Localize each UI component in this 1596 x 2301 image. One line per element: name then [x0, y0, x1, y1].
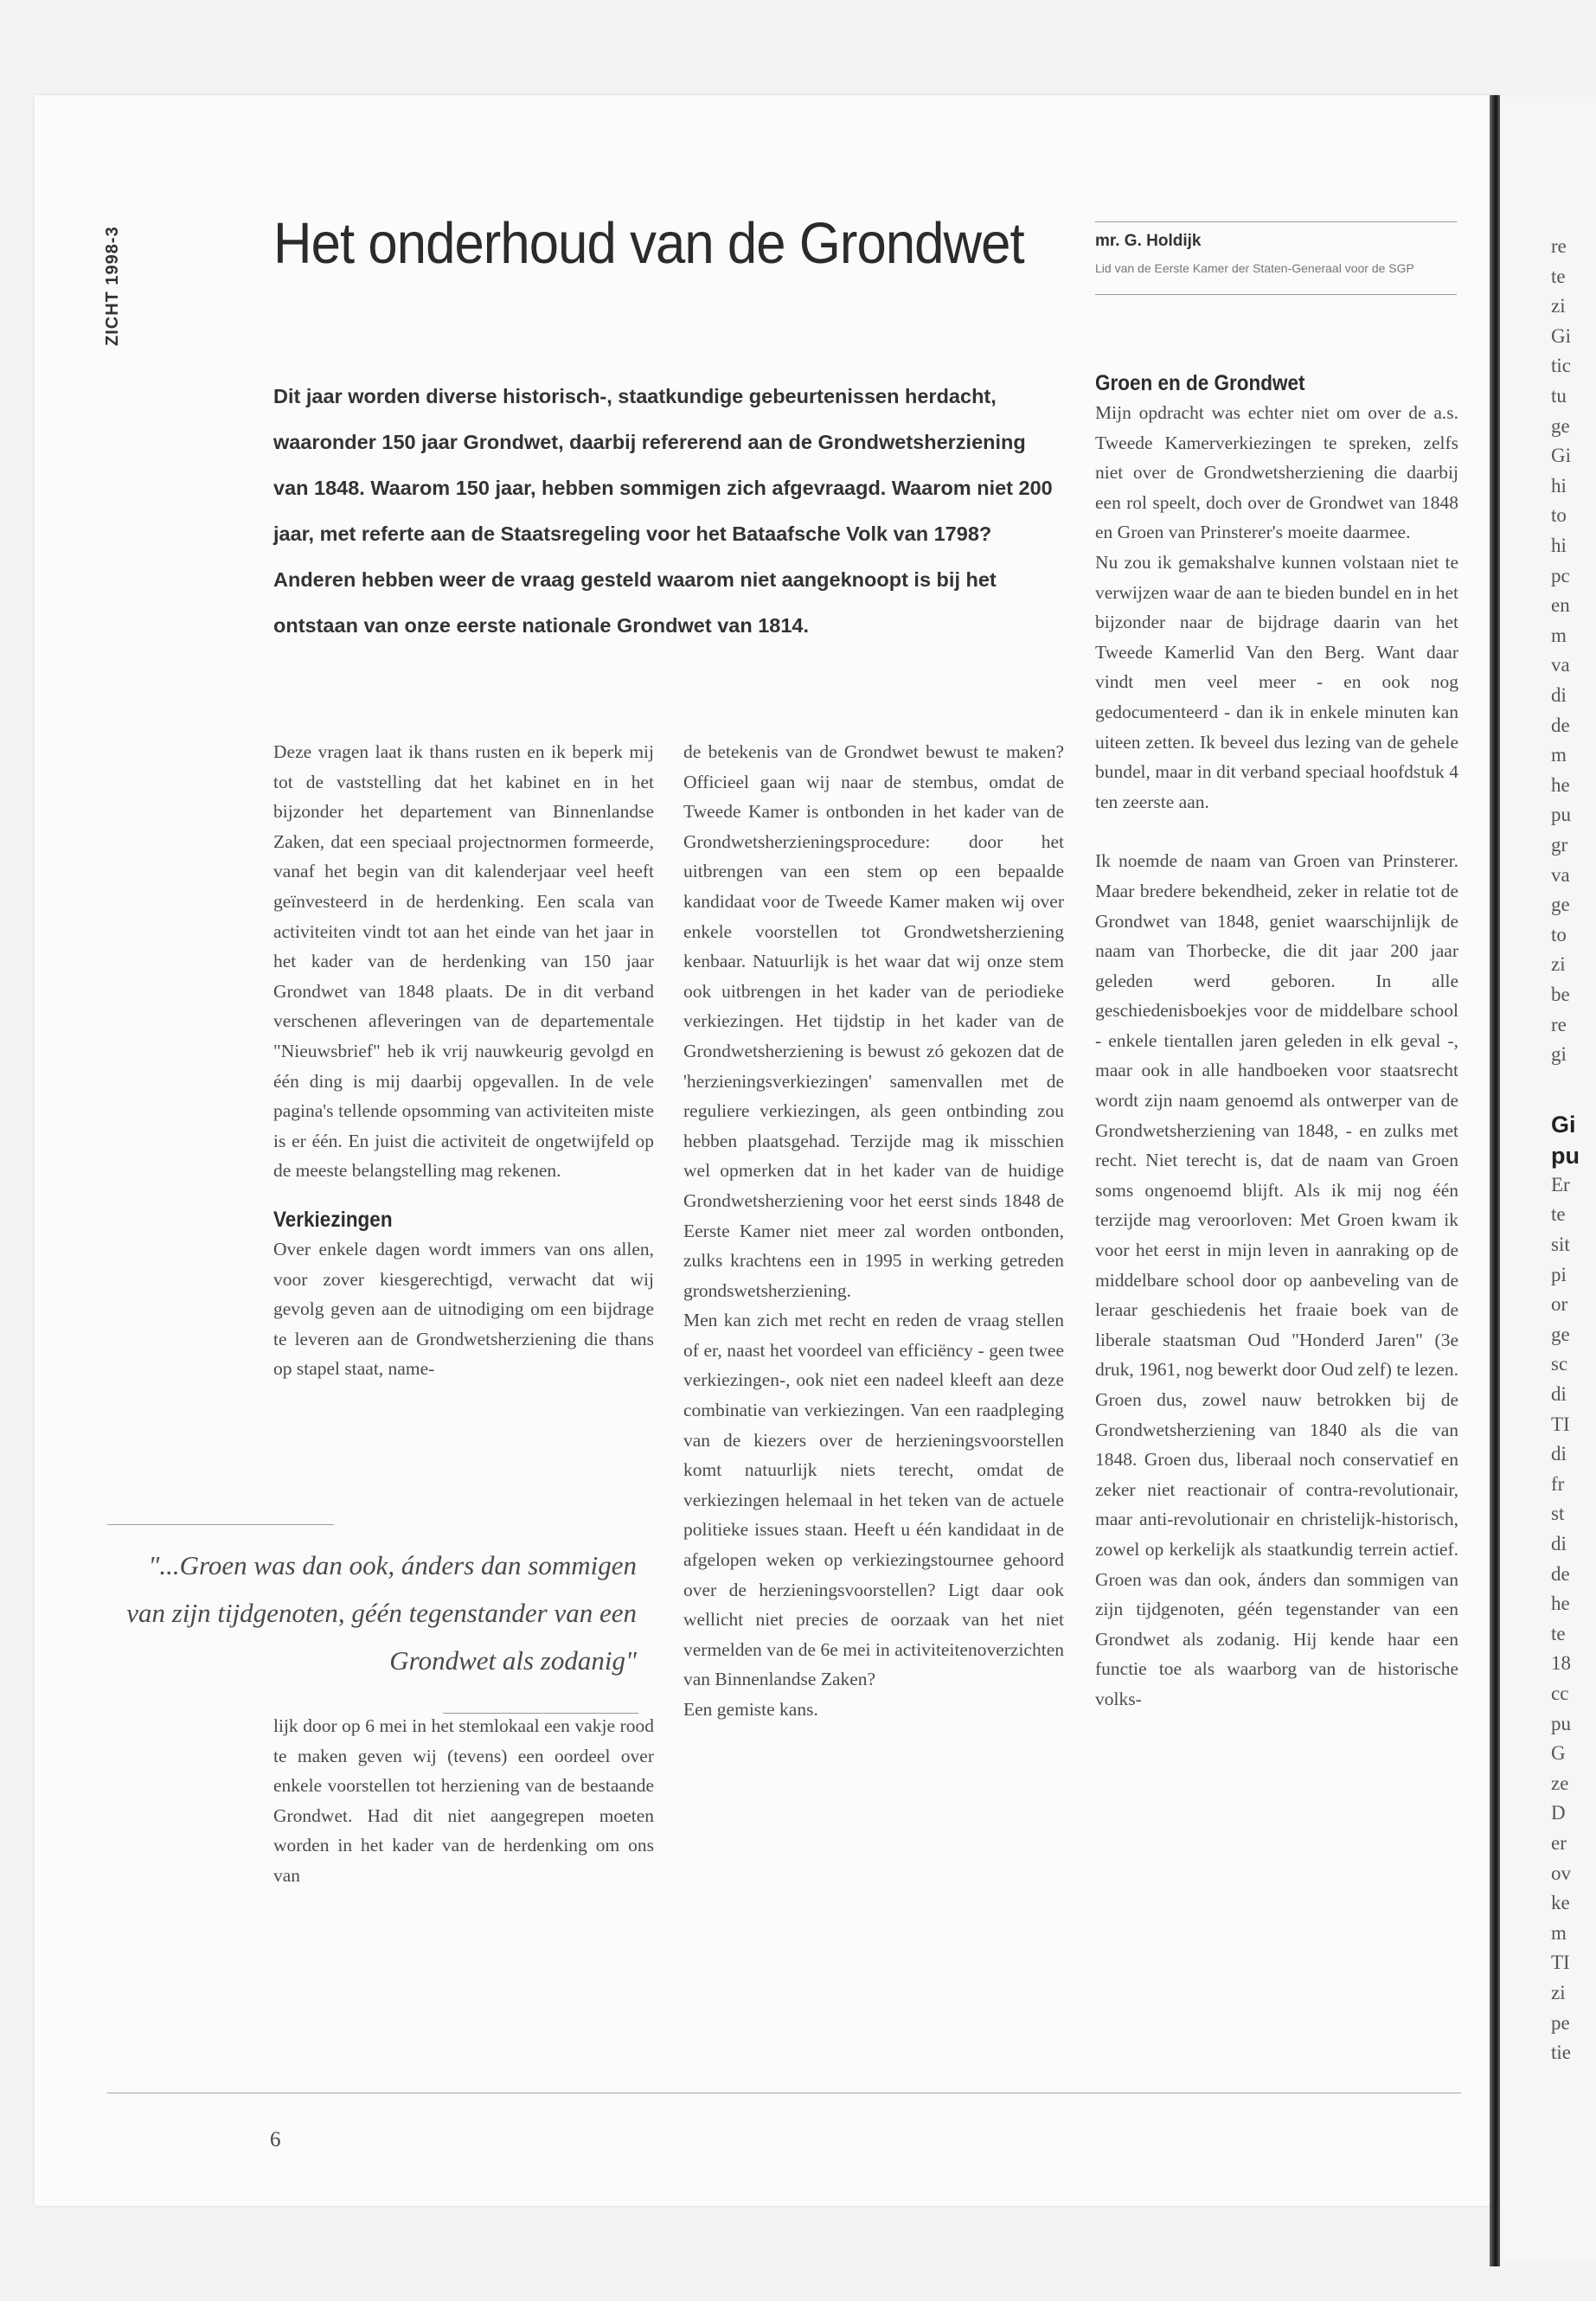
next-page-line: Er [1551, 1173, 1570, 1195]
col1-paragraph-3: lijk door op 6 mei in het stemlokaal een vakje rood te maken geven wij (tevens) een oordeel over enkele voorstellen tot herziening van de bestaande Grondwet. Had dit niet aangegrepen moeten worden in het kader van de herdenking om ons van [273, 1715, 654, 1886]
next-page-line: hi [1551, 535, 1567, 556]
next-page-line: 18 [1551, 1652, 1571, 1675]
next-page-line: ge [1551, 414, 1570, 437]
author-role: Lid van de Eerste Kamer der Staten-Generaal voor de SGP [1095, 261, 1414, 275]
next-page-line: zi [1551, 953, 1566, 976]
next-page-line: or [1551, 1293, 1568, 1316]
next-page-line: de [1551, 714, 1570, 736]
next-page-line: cc [1551, 1682, 1569, 1704]
next-page-line: sc [1551, 1353, 1568, 1375]
article-title: Het onderhoud van de Grondwet [273, 211, 1024, 276]
next-page-line: TI [1551, 1413, 1570, 1435]
column-3 [1095, 369, 1458, 1715]
next-page-line: m [1551, 624, 1567, 646]
next-page-line: te [1551, 1622, 1566, 1644]
col2-paragraph-3: Een gemiste kans. [683, 1699, 818, 1720]
heading-verkiezingen: Verkiezingen [273, 1207, 393, 1232]
next-page-line: re [1551, 235, 1567, 257]
next-page-line: er [1551, 1832, 1567, 1854]
next-page-line: tic [1551, 355, 1571, 377]
col3-paragraph-3: Ik noemde de naam van Groen van Prinsterer. Maar bredere bekendheid, zeker in relatie tot de Grondwet van 1848, geniet waarschijnlijk de naam van Thorbecke, die dit jaar 200 jaar geleden werd geboren. In alle geschiedenisboekjes voor de middelbare school - enkele tientallen jaren geleden in elk geval -, maar ook in alle handboeken voor staatsrecht wordt zijn naam genoemd als ontwerper van de Grondwetsherziening van 1848, - en zulks met recht. Niet terecht is, dat de naam van Groen soms ongenoemd blijft. Als ik mij nog één terzijde mag veroorloven: Met Groen kwam ik voor het eerst in mijn leven in aanraking op de middelbare school door op aanbeveling van de leraar geschiedenis het fraaie boek van de liberale staatsman Oud "Honderd Jaren" (3e druk, 1961, nog bewerkt door Oud zelf) te lezen. Groen dus, zowel nauw betrokken bij de Grondwetsherziening van 1840 als die van 1848. Groen dus, liberaal noch conservatief en zeker niet reactionair of contra-revolutionair, maar anti-revolutionair en christelijk-historisch, zowel op kerkelijk als staatkundig terrein actief. Groen was dan ook, ánders dan sommigen van zijn tijdgenoten, géén tegenstander van een Grondwet als zodanig. Hij kende haar een functie toe als waarborg van de historische volks- [1095, 850, 1458, 1709]
next-page-line: Gi [1551, 445, 1571, 467]
next-page-line: di [1551, 1443, 1567, 1465]
next-page-line: pi [1551, 1263, 1567, 1285]
running-head-text: ZICHT 1998-3 [103, 226, 122, 346]
next-page-line: tu [1551, 385, 1567, 407]
next-page-line: ke [1551, 1892, 1570, 1914]
next-page-line: m [1551, 744, 1567, 766]
author-rule-bottom [1095, 294, 1457, 295]
next-page-heading-line: Gi [1551, 1111, 1576, 1138]
next-page-line: ge [1551, 1323, 1570, 1345]
next-page-line: to [1551, 923, 1567, 945]
next-page-line: te [1551, 1203, 1566, 1226]
next-page-line: he [1551, 1593, 1570, 1615]
next-page-line: ge [1551, 894, 1570, 916]
next-page-line: hi [1551, 474, 1567, 497]
next-page-line: st [1551, 1503, 1565, 1525]
next-page-line: te [1551, 265, 1566, 287]
next-page-line: gr [1551, 834, 1568, 856]
col3-paragraph-2: Nu zou ik gemakshalve kunnen volstaan niet te verwijzen waar de aan te bieden bundel en in het bijzonder naar de bijdrage daarin van het Tweede Kamerlid Van den Berg. Want daar vindt men veel meer - en ook nog gedocumenteerd - dan ik in enkele minuten kan uiteen zetten. Ik beveel dus lezing van de gehele bundel, maar in dit verband speciaal hoofdstuk 4 ten zeerste aan. [1095, 551, 1458, 812]
col1-paragraph-1: Deze vragen laat ik thans rusten en ik beperk mij tot de vaststelling dat het kabinet en in het bijzonder het departement van Binnenlandse Zaken, dat een speciaal projectnormen formeerde, vanaf het begin van dit kalenderjaar veel heeft geïnvesteerd in de herdenking. Een scala van activiteiten vindt tot aan het einde van het jaar in het kader van de herdenking van 150 jaar Grondwet van 1848 plaats. De in dit verband verschenen afleveringen van de departementale "Nieuwsbrief" heb ik vrij nauwkeurig gevolgd en één ding is mij daarbij opgevallen. In de vele pagina's tellende opsomming van activiteiten miste is er één. En juist die activiteit de ongetwijfeld op de meeste belangstelling mag rekenen. [273, 741, 654, 1182]
next-page-line: sit [1551, 1234, 1570, 1255]
next-page-line: en [1551, 594, 1570, 617]
pull-quote: "...Groen was dan ook, ánders dan sommigen van zijn tijdgenoten, géén tegenstander van een Grondwet als zodanig" [126, 1550, 637, 1676]
col2-paragraph-2: Men kan zich met recht en reden de vraag stellen of er, naast het voordeel van efficiëncy - geen twee verkiezingen-, ook niet een nadeel kleeft aan deze combinatie van verkiezingen. Van een raadpleging van de kiezers over de herzieningsvoorstellen komt natuurlijk niets terecht, omdat de verkiezingen helemaal in het teken van de actuele politieke issues staan. Heeft u één kandidaat in de afgelopen weken op verkiezingstournee gehoord over de herzieningsvoorstellen? Ligt daar ook wellicht niet precies de oorzaak van het niet vermelden van de 6e mei in activiteitenoverzichten van Binnenlandse Zaken? [683, 1310, 1064, 1690]
next-page-line: D [1551, 1802, 1566, 1824]
running-head [102, 216, 126, 346]
book-gutter [1490, 95, 1500, 2266]
next-page-line: di [1551, 1533, 1567, 1554]
col3-paragraph-1: Mijn opdracht was echter niet om over de a.s. Tweede Kamerverkiezingen te spreken, zelfs niet over de Grondwetsherziening die daarbij een rol speelt, doch over de Grondwet van 1848 en Groen van Prinsterer's moeite daarmee. [1095, 402, 1458, 543]
next-page-line: he [1551, 773, 1570, 796]
next-page-line: pe [1551, 2011, 1570, 2034]
next-page-edge [1501, 97, 1596, 2259]
next-page-line: zi [1551, 1982, 1566, 2003]
next-page-line: pc [1551, 564, 1570, 586]
next-page-line: fr [1551, 1472, 1565, 1495]
next-page-line: G [1551, 1742, 1566, 1765]
next-page-line: va [1551, 863, 1570, 886]
author-rule-top [1095, 221, 1457, 222]
next-page-heading-line: pu [1551, 1142, 1580, 1169]
next-page-line: ze [1551, 1772, 1569, 1794]
next-page-line: pu [1551, 1712, 1571, 1734]
next-page-line: gi [1551, 1043, 1567, 1066]
heading-groen-en-de-grondwet: Groen en de Grondwet [1095, 371, 1305, 395]
next-page-line: Gi [1551, 324, 1571, 347]
page-number: 6 [270, 2128, 281, 2151]
next-page-line: TI [1551, 1952, 1570, 1974]
col2-paragraph-1: de betekenis van de Grondwet bewust te maken? Officieel gaan wij naar de stembus, omdat de Tweede Kamer is ontbonden in het kader van de Grondwetsherzieningsprocedure: door het uitbrengen van een stem op een bepaalde kandidaat voor de Tweede Kamer maken wij over enkele voorstellen tot Grondwetsherziening kenbaar. Natuurlijk is het waar dat wij onze stem ook uitbrengen in het kader van de periodieke verkiezingen. Het tijdstip in het kader van de Grondwetsherziening is bewust zó gekozen dat de 'herzieningsverkiezingen' samenvallen met de reguliere verkiezingen, als geen ontbinding zou hebben plaatsgehad. Terzijde mag ik misschien wel opmerken dat in het kader van de huidige Grondwetsherziening voor het eerst sinds 1848 de Eerste Kamer niet meer zal worden ontbonden, zulks krachtens een in 1995 in werking getreden grondswetsherziening. [683, 741, 1064, 1301]
next-page-line: pu [1551, 804, 1571, 826]
next-page-line: re [1551, 1013, 1567, 1035]
next-page-line: to [1551, 504, 1567, 527]
lead-paragraph: Dit jaar worden diverse historisch-, staatkundige gebeurtenissen herdacht, waaronder 150 jaar Grondwet, daarbij refererend aan de Grondwetsherziening van 1848. Waarom 150 jaar, hebben sommigen zich afgevraagd. Waarom niet 200 jaar, met referte aan de Staatsregeling voor het Bataafsche Volk van 1798? Anderen hebben weer de vraag gesteld waarom niet aangeknoopt is bij het ontstaan van onze eerste nationale Grondwet van 1814. [273, 385, 1053, 637]
next-page-line: zi [1551, 295, 1566, 317]
pull-quote-rule-top [107, 1524, 334, 1525]
column-1-top [273, 737, 654, 1384]
next-page-line: be [1551, 984, 1570, 1005]
column-1-bottom [273, 1711, 654, 1891]
next-page-line: tie [1551, 2041, 1571, 2064]
next-page-line: m [1551, 1921, 1567, 1944]
column-2 [683, 737, 1064, 1725]
author-name: mr. G. Holdijk [1095, 232, 1202, 250]
next-page-line: va [1551, 654, 1570, 676]
next-page-line: de [1551, 1562, 1570, 1585]
next-page-line: di [1551, 1383, 1567, 1405]
col1-paragraph-2: Over enkele dagen wordt immers van ons allen, voor zover kiesgerechtigd, verwacht dat wij gevolg geven aan de uitnodiging om een bijdrage te leveren aan de Grondwetsherziening die thans op stapel staat, name- [273, 1238, 654, 1380]
next-page-line: ov [1551, 1862, 1571, 1884]
next-page-line: di [1551, 684, 1567, 706]
